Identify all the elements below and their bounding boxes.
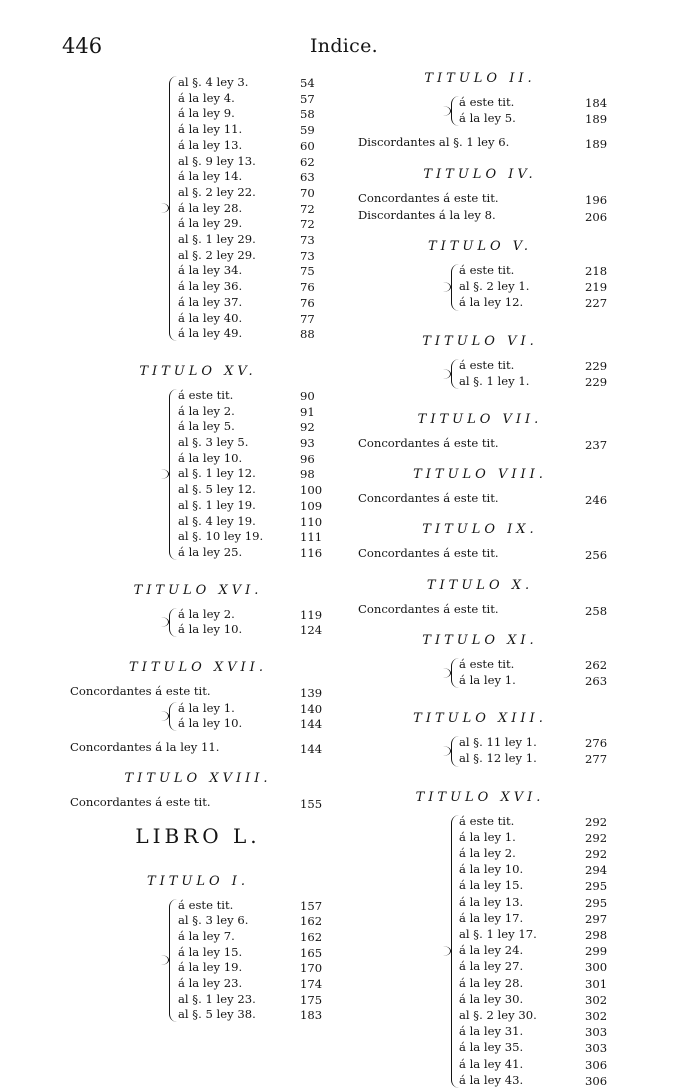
- index-entry: á la ley 41.: [459, 1056, 524, 1071]
- index-entry: á la ley 24.: [459, 943, 524, 958]
- index-entry: al §. 2 ley 22.: [178, 184, 256, 199]
- section-heading: TITULO IV.: [423, 166, 537, 182]
- brace: [451, 96, 460, 126]
- index-entry: á la ley 15.: [459, 878, 524, 893]
- index-entry: al §. 1 ley 17.: [459, 927, 537, 941]
- page-reference: 183: [300, 1008, 323, 1023]
- page-reference: 184: [585, 96, 608, 110]
- index-entry: á este tit.: [459, 656, 515, 671]
- index-entry: á la ley 7.: [178, 928, 235, 943]
- index-entry: á la ley 10.: [178, 716, 243, 731]
- brace: [169, 608, 178, 637]
- index-entry: á la ley 25.: [178, 544, 243, 559]
- page-reference: 189: [585, 137, 608, 152]
- index-entry: al §. 11 ley 1.: [459, 735, 537, 750]
- page-reference: 237: [585, 438, 608, 452]
- section-heading: TITULO I.: [146, 873, 250, 889]
- page-reference: 124: [300, 623, 323, 638]
- section-heading: TITULO VI.: [422, 333, 538, 349]
- brace: [451, 658, 460, 688]
- index-entry: á la ley 34.: [178, 263, 243, 278]
- section-heading: TITULO XVIII.: [124, 770, 272, 786]
- page-reference: 57: [300, 91, 315, 106]
- index-entry: á la ley 13.: [459, 894, 524, 909]
- page-reference: 92: [300, 420, 315, 435]
- page-reference: 77: [300, 311, 315, 326]
- page-reference: 58: [300, 107, 315, 122]
- index-entry: al §. 10 ley 19.: [178, 529, 264, 544]
- index-entry: á la ley 28.: [459, 975, 524, 990]
- page-reference: 206: [585, 209, 608, 224]
- index-entry: á la ley 29.: [178, 216, 243, 231]
- page-reference: 306: [585, 1057, 608, 1072]
- index-entry: á la ley 37.: [178, 294, 243, 309]
- index-entry: á la ley 30.: [459, 991, 524, 1006]
- page-reference: 175: [300, 992, 323, 1007]
- index-entry: á la ley 10.: [178, 622, 243, 637]
- book-heading: LIBRO L.: [135, 823, 261, 848]
- brace: [169, 702, 178, 731]
- index-entry: al §. 1 ley 23.: [178, 991, 256, 1006]
- index-entry: á este tit.: [178, 387, 234, 402]
- page-reference: 73: [300, 248, 315, 263]
- index-entry: á la ley 13.: [178, 137, 243, 152]
- page-reference: 119: [300, 607, 323, 622]
- index-entry: á la ley 12.: [459, 295, 524, 310]
- index-entry: al §. 4 ley 3.: [178, 75, 249, 89]
- section-heading: TITULO XV.: [139, 363, 257, 379]
- section-heading: TITULO XIII.: [413, 711, 547, 727]
- brace: [169, 899, 178, 1023]
- page-reference: 306: [585, 1073, 608, 1088]
- brace: [451, 736, 460, 766]
- section-heading: TITULO IX.: [422, 522, 538, 538]
- index-line: Concordantes á este tit.: [70, 684, 211, 698]
- page-reference: 144: [300, 742, 323, 757]
- index-line: Concordantes á este tit.: [358, 601, 499, 616]
- index-entry: al §. 1 ley 1.: [459, 373, 530, 388]
- index-entry: al §. 9 ley 13.: [178, 153, 256, 168]
- page-reference: 292: [585, 814, 608, 829]
- page-reference: 300: [585, 960, 608, 975]
- index-entry: á este tit.: [178, 897, 234, 912]
- page-reference: 189: [585, 112, 608, 127]
- index-entry: al §. 2 ley 29.: [178, 247, 256, 262]
- index-entry: á la ley 15.: [178, 944, 243, 959]
- page-reference: 75: [300, 264, 315, 279]
- page-reference: 70: [300, 185, 315, 200]
- page-reference: 63: [300, 170, 315, 185]
- index-entry: á la ley 1.: [459, 673, 516, 687]
- page-reference: 62: [300, 154, 315, 169]
- index-entry: á la ley 27.: [459, 959, 524, 974]
- page-reference: 76: [300, 280, 315, 295]
- page-reference: 174: [300, 977, 323, 991]
- index-line: Discordantes al §. 1 ley 6.: [358, 135, 510, 150]
- index-entry: á la ley 2.: [178, 403, 235, 418]
- index-line: Concordantes á la ley 11.: [70, 740, 220, 755]
- index-entry: á la ley 2.: [459, 846, 516, 860]
- page-reference: 276: [585, 736, 608, 751]
- section-heading: TITULO VII.: [417, 412, 543, 427]
- page-reference: 301: [585, 976, 608, 991]
- index-entry: al §. 2 ley 1.: [459, 279, 530, 294]
- index-line: Concordantes á este tit.: [70, 794, 211, 809]
- page-title: Indice.: [310, 35, 379, 57]
- index-entry: al §. 1 ley 12.: [178, 466, 256, 481]
- page-reference: 277: [585, 752, 608, 767]
- page-reference: 60: [300, 138, 315, 153]
- index-entry: á la ley 23.: [178, 976, 243, 990]
- index-entry: á la ley 10.: [459, 862, 524, 877]
- brace: [451, 815, 460, 1088]
- page-reference: 299: [585, 944, 608, 959]
- index-entry: á la ley 49.: [178, 326, 243, 341]
- page-reference: 258: [585, 603, 608, 618]
- index-entry: á la ley 4.: [178, 90, 235, 105]
- index-entry: á este tit.: [459, 357, 515, 372]
- index-entry: á este tit.: [459, 263, 515, 277]
- index-line: Concordantes á este tit.: [358, 491, 499, 506]
- page-reference: 139: [300, 686, 323, 700]
- index-entry: á la ley 10.: [178, 450, 243, 465]
- brace: [451, 264, 460, 311]
- section-heading: TITULO XI.: [422, 632, 538, 648]
- section-heading: TITULO V.: [427, 239, 533, 254]
- page-reference: 72: [300, 201, 315, 216]
- page-reference: 292: [585, 830, 608, 845]
- index-entry: á la ley 19.: [178, 960, 243, 975]
- page-reference: 110: [300, 514, 323, 529]
- index-entry: á la ley 2.: [178, 606, 235, 621]
- index-entry: á la ley 43.: [459, 1072, 524, 1087]
- brace: [169, 76, 178, 341]
- index-entry: á la ley 9.: [178, 106, 235, 121]
- index-entry: á la ley 11.: [178, 122, 243, 137]
- index-entry: al §. 3 ley 5.: [178, 435, 249, 449]
- page-reference: 98: [300, 467, 315, 482]
- section-heading: TITULO XVII.: [129, 660, 267, 675]
- section-heading: TITULO X.: [426, 577, 534, 593]
- page-reference: 297: [585, 911, 608, 926]
- index-entry: á la ley 31.: [459, 1024, 524, 1039]
- page-reference: 88: [300, 327, 315, 342]
- page-reference: 157: [300, 898, 323, 913]
- page-reference: 59: [300, 123, 315, 138]
- index-entry: al §. 2 ley 30.: [459, 1008, 537, 1022]
- page-reference: 73: [300, 233, 315, 247]
- page-reference: 302: [585, 992, 608, 1007]
- page-reference: 96: [300, 451, 315, 466]
- page-reference: 298: [585, 928, 608, 942]
- index-entry: á la ley 5.: [459, 111, 516, 126]
- brace: [451, 359, 460, 389]
- page-reference: 144: [300, 717, 323, 732]
- page-number: 446: [62, 34, 103, 58]
- index-entry: al §. 5 ley 12.: [178, 482, 256, 497]
- page-reference: 116: [300, 545, 323, 560]
- page-reference: 263: [585, 674, 608, 688]
- page-reference: 227: [585, 296, 608, 311]
- page-reference: 162: [300, 929, 323, 944]
- page-reference: 229: [585, 374, 608, 389]
- index-entry: al §. 1 ley 19.: [178, 497, 256, 512]
- index-entry: al §. 12 ley 1.: [459, 751, 537, 766]
- index-entry: á la ley 1.: [178, 700, 235, 715]
- index-entry: á la ley 35.: [459, 1040, 524, 1055]
- page-reference: 303: [585, 1025, 608, 1040]
- page-reference: 54: [300, 76, 315, 90]
- index-entry: al §. 4 ley 19.: [178, 513, 256, 528]
- page-reference: 72: [300, 217, 315, 232]
- section-heading: TITULO VIII.: [413, 467, 547, 483]
- index-entry: al §. 5 ley 38.: [178, 1007, 256, 1022]
- page-reference: 303: [585, 1041, 608, 1056]
- page-reference: 162: [300, 914, 323, 929]
- page-reference: 91: [300, 404, 315, 419]
- page-reference: 219: [585, 280, 608, 295]
- page-reference: 262: [585, 657, 608, 672]
- index-entry: al §. 1 ley 29.: [178, 232, 256, 246]
- section-heading: TITULO XVI.: [415, 789, 545, 805]
- index-entry: á la ley 28.: [178, 200, 243, 215]
- index-entry: á la ley 36.: [178, 279, 243, 294]
- page-reference: 76: [300, 295, 315, 310]
- page-reference: 218: [585, 264, 608, 278]
- page-reference: 90: [300, 388, 315, 403]
- index-entry: á la ley 17.: [459, 910, 524, 925]
- page-reference: 229: [585, 358, 608, 373]
- index-entry: al §. 3 ley 6.: [178, 913, 249, 928]
- page-reference: 295: [585, 879, 608, 894]
- page-reference: 246: [585, 493, 608, 508]
- page-reference: 93: [300, 436, 315, 450]
- index-entry: á este tit.: [459, 95, 515, 109]
- page-reference: 155: [300, 796, 323, 811]
- index-entry: á la ley 1.: [459, 829, 516, 844]
- page-reference: 165: [300, 945, 323, 960]
- section-heading: TITULO II.: [424, 71, 536, 86]
- index-entry: á este tit.: [459, 813, 515, 828]
- brace: [169, 389, 178, 560]
- page-reference: 292: [585, 847, 608, 861]
- index-line: Concordantes á este tit.: [358, 436, 499, 450]
- index-line: Discordantes á la ley 8.: [358, 207, 496, 222]
- section-heading: TITULO XVI.: [133, 582, 263, 598]
- page-reference: 100: [300, 483, 323, 498]
- page-reference: 256: [585, 548, 608, 563]
- index-entry: á la ley 40.: [178, 310, 243, 325]
- page-reference: 109: [300, 498, 323, 513]
- page-reference: 302: [585, 1009, 608, 1023]
- page-reference: 196: [585, 192, 608, 207]
- index-entry: á la ley 5.: [178, 419, 235, 434]
- index-line: Concordantes á este tit.: [358, 546, 499, 561]
- page-reference: 140: [300, 701, 323, 716]
- index-entry: á la ley 14.: [178, 169, 243, 184]
- page-reference: 170: [300, 961, 323, 976]
- index-line: Concordantes á este tit.: [358, 190, 499, 205]
- page-reference: 294: [585, 863, 608, 878]
- page-reference: 111: [300, 530, 323, 545]
- page-reference: 295: [585, 895, 608, 910]
